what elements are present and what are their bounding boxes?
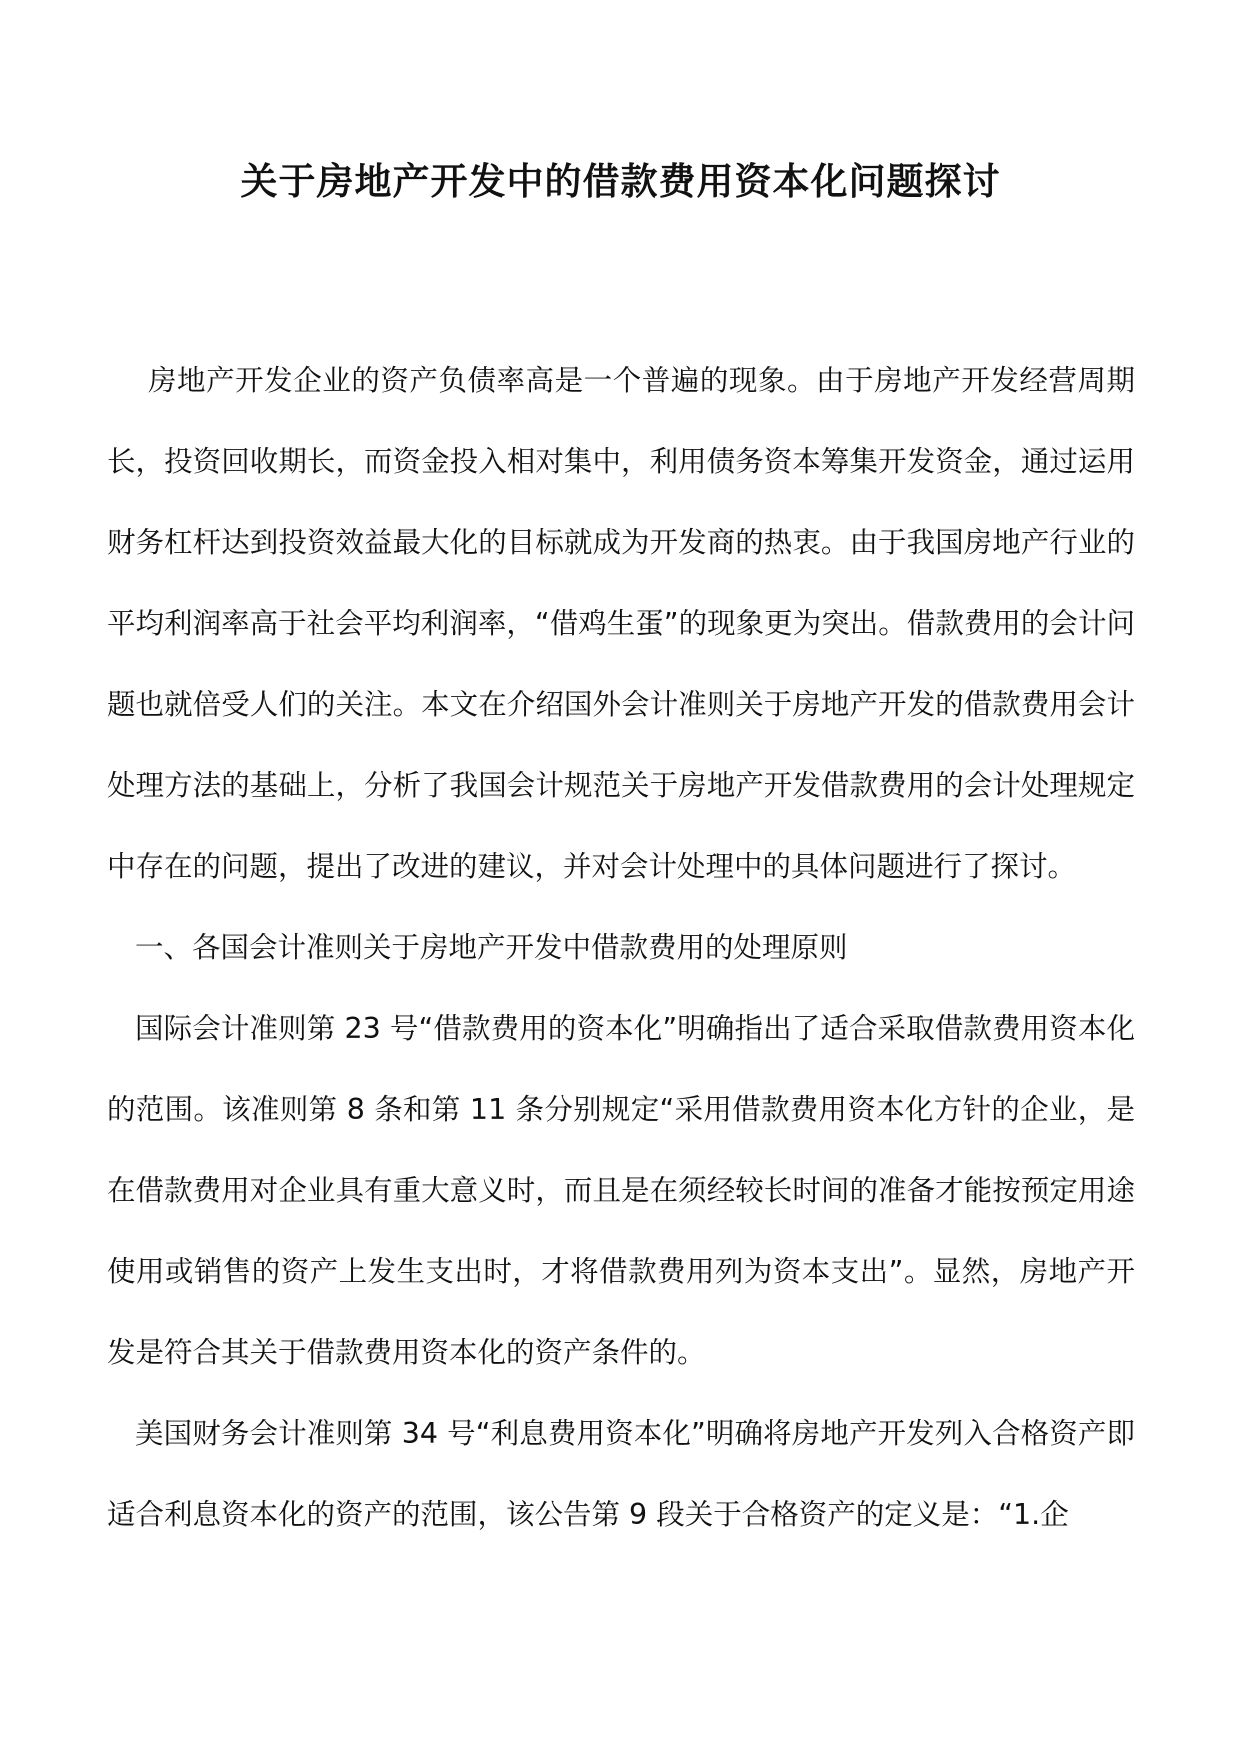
paragraph-intro: 房地产开发企业的资产负债率高是一个普遍的现象。由于房地产开发经营周期长，投资回收期长，而资金投入相对集中，利用债务资本筹集开发资金，通过运用财务杠杆达到投资效益最大化的目标就成为开发商的热衷。由于我国房地产行业的平均利润率高于社会平均利润率，“借鸡生蛋”的现象更为突出。借款费用的会计问题也就倍受人们的关注。本文在介绍国外会计准则关于房地产开发的借款费用会计处理方法的基础上，分析了我国会计规范关于房地产开发借款费用的会计处理规定中存在的问题，提出了改进的建议，并对会计处理中的具体问题进行了探讨。 [107, 364, 1135, 883]
section-heading: 一、各国会计准则关于房地产开发中借款费用的处理原则 [135, 931, 848, 964]
paragraph-sfas34: 美国财务会计准则第 34 号“利息费用资本化”明确将房地产开发列入合格资产即适合利息资本化的资产的范围，该公告第 9 段关于合格资产的定义是：“1.企 [107, 1417, 1135, 1531]
paragraph-ias23: 国际会计准则第 23 号“借款费用的资本化”明确指出了适合采取借款费用资本化的范围。该准则第 8 条和第 11 条分别规定“采用借款费用资本化方针的企业，是在借款费用对企业具有重大意义时，而且是在须经较长时间的准备才能按预定用途使用或销售的资产上发生支出时，才将借款费用列为资本支出”。显然，房地产开发是符合其关于借款费用资本化的资产条件的。 [107, 1012, 1135, 1369]
document-body [107, 340, 1135, 1555]
document-title: 关于房地产开发中的借款费用资本化问题探讨 [240, 159, 1001, 203]
